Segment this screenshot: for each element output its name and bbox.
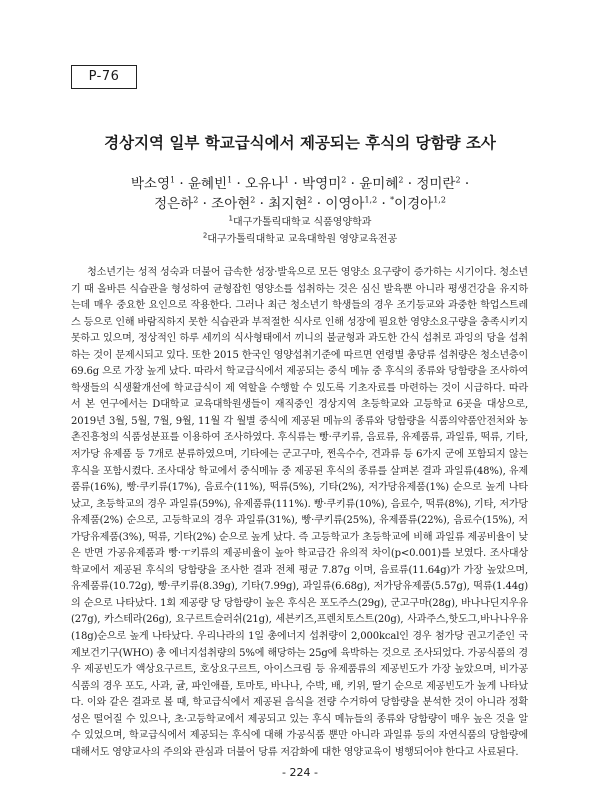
abstract-body: 청소년기는 성적 성숙과 더불어 급속한 성장·발육으로 모든 영양소 요구량이 증가하는 시기이다. 청소년기 때 올바른 식습관을 형성하여 균형잡힌 영양소를 섭취하는 것은 심신 발육뿐 아니라 평생건강을 유지하는데 매우 중요한 요인으로 작용한다. 그러나 최근 청소년기 학생들의 경우 조기등교와 과중한 학업스트레스 등으로 인해 바람직하지 못한 식습관과 부적절한 식사로 인해 성장에 필요한 영양소요구량을 충족시키지 못하고 있으며, 정상적인 하루 세끼의 식사형태에서 끼니의 불균형과 과도한 간식 섭취로 과잉의 당을 섭취하는 것이 문제시되고 있다. 또한 2015 한국인 영양섭취기준에 따르면 연령별 총당류 섭취량은 청소년층이 69.6g 으로 가장 높게 났다. 따라서 학교급식에서 제공되는 중식 메뉴 중 후식의 종류와 당함량을 조사하여 학생들의 식생활개선에 학교급식이 제 역할을 수행할 수 있도록 기초자료를 마련하는 것이 시급하다. 따라서 본 연구에서는 D대학교 교육대학원생들이 재직중인 경상지역 초등학교와 고등학교 6곳을 대상으로, 2019년 3월, 5월, 7월, 9월, 11월 각 월별 중식에 제공된 메뉴의 종류와 당함량을 식품의약품안전처와 농촌진흥청의 식품성분표를 이용하여 조사하였다. 후식류는 빵·쿠키류, 음료류, 유제품류, 과일류, 떡류, 기타, 저가당 유제품 등 7개로 분류하였으며, 기타에는 군고구마, 쩐옥수수, 견과류 등 6가지 군에 포함되지 않는 후식을 포함시켰다. 조사대상 학교에서 중식메뉴 중 제공된 후식의 종류를 살펴본 결과 과일류(48%), 유제품류(16%), 빵·쿠키류(17%), 음료수(11%), 떡류(5%), 기타(2%), 저가당유제품(1%) 순으로 높게 나타났고, 초등학교의 경우 과일류(59%), 유제품류(111%). 빵·쿠키류(10%), 음료수, 떡류(8%), 기타, 저가당유제품(2%) 순으로, 고등학교의 경우 과일류(31%), 빵·쿠키류(25%), 유제품류(22%), 음료수(15%), 저가당유제품(3%), 떡류, 기타(2%) 순으로 높게 났다. 즉 고등학교가 초등학교에 비해 과일류 제공비율이 낮은 반면 가공유제품과 빵·ㅜ키류의 제공비율이 높아 학교급간 유의적 차이(p<0.001)를 보였다. 조사대상 학교에서 제공된 후식의 당함량을 조사한 결과 전체 평균 7.87g 이며, 음료류(11.64g)가 가장 높았으며, 유제품류(10.72g), 빵·쿠키류(8.39g), 기타(7.99g), 과일류(6.68g), 저가당유제품(5.57g), 떡류(1.44g)의 순으로 나타났다. 1회 제공량 당 당함량이 높은 후식은 포도주스(29g), 군고구마(28g), 바나나딘지우유(27g), 카스테라(26g), 요구르트슬러쉬(21g), 세븐키즈,프렌치토스트(20g), 사과주스,핫도그,바나나우유(18g)순으로 높게 나타났다. 우리나라의 1일 총에너지 섭취량이 2,000kcal인 경우 첨가당 권고기준인 국제보건기구(WHO) 총 에너지섭취량의 5%에 해당하는 25g에 육박하는 것으로 조사되었다. 가공식품의 경우 제공빈도가 액상요구르트, 호상요구르트, 아이스크림 등 유제품류의 제공빈도가 가장 높았으며, 비가공식품의 경우 포도, 사과, 귤, 파인애플, 토마토, 바나나, 수박, 배, 키위, 딸기 순으로 제공빈도가 높게 나타났다. 이와 같은 결과로 볼 때, 학교급식에서 제공된 음식을 전량 수거하여 당함량을 분석한 것이 아니라 정확성은 떨어질 수 있으나, 초·고등학교에서 제공되고 있는 후식 메뉴들의 종류와 당함량이 매우 높은 것을 알 수 있었으며, 학교급식에서 제공되는 후식에 대해 가공식품 뿐만 아니라 과일류 등의 자연식품의 당함량에 대해서도 영양교사의 주의와 관심과 더불어 당류 저감화에 대한 영양교육이 병행되어야 한다고 사료된다.	[71, 267, 528, 758]
poster-code-box	[71, 65, 137, 89]
author: 윤미혜$^2$	[359, 175, 404, 192]
author: 최지현$^2$	[268, 195, 313, 212]
author-line-1: 박소영$^1$ · 윤혜빈$^1$ · 오유나$^1$ · 박영미$^2$ · 윤미혜$^2$ · 정미란$^2$ ·	[130, 175, 470, 192]
poster-code: P-76	[88, 69, 120, 84]
author-line-2: 정은하$^2$ · 조아현$^2$ · 최지현$^2$ · 이영아$^{1,2}$ · *이경아$^{1,2}$	[154, 195, 446, 212]
corresponding-author: *이경아$^{1,2}$	[390, 195, 446, 212]
affiliation-2: $^2$대구가톨릭대학교 교육대학원 영양교육전공	[202, 231, 398, 245]
author: 조아현$^2$	[211, 195, 256, 212]
author: 이영아$^{1,2}$	[325, 195, 378, 212]
author: 오유나$^1$	[245, 175, 290, 192]
author: 정은하$^2$	[154, 195, 199, 212]
author: 박소영$^1$	[130, 175, 176, 192]
author: 윤혜빈$^1$	[187, 175, 233, 192]
affiliation-1: $^1$대구가톨릭대학교 식품영양학과	[228, 214, 372, 228]
paper-title: 경상지역 일부 학교급식에서 제공되는 후식의 당함량 조사	[104, 134, 496, 152]
author: 박영미$^2$	[302, 175, 347, 192]
author: 정미란$^2$	[416, 175, 461, 192]
author-list	[110, 174, 490, 214]
page-number: - 224 -	[282, 766, 318, 779]
